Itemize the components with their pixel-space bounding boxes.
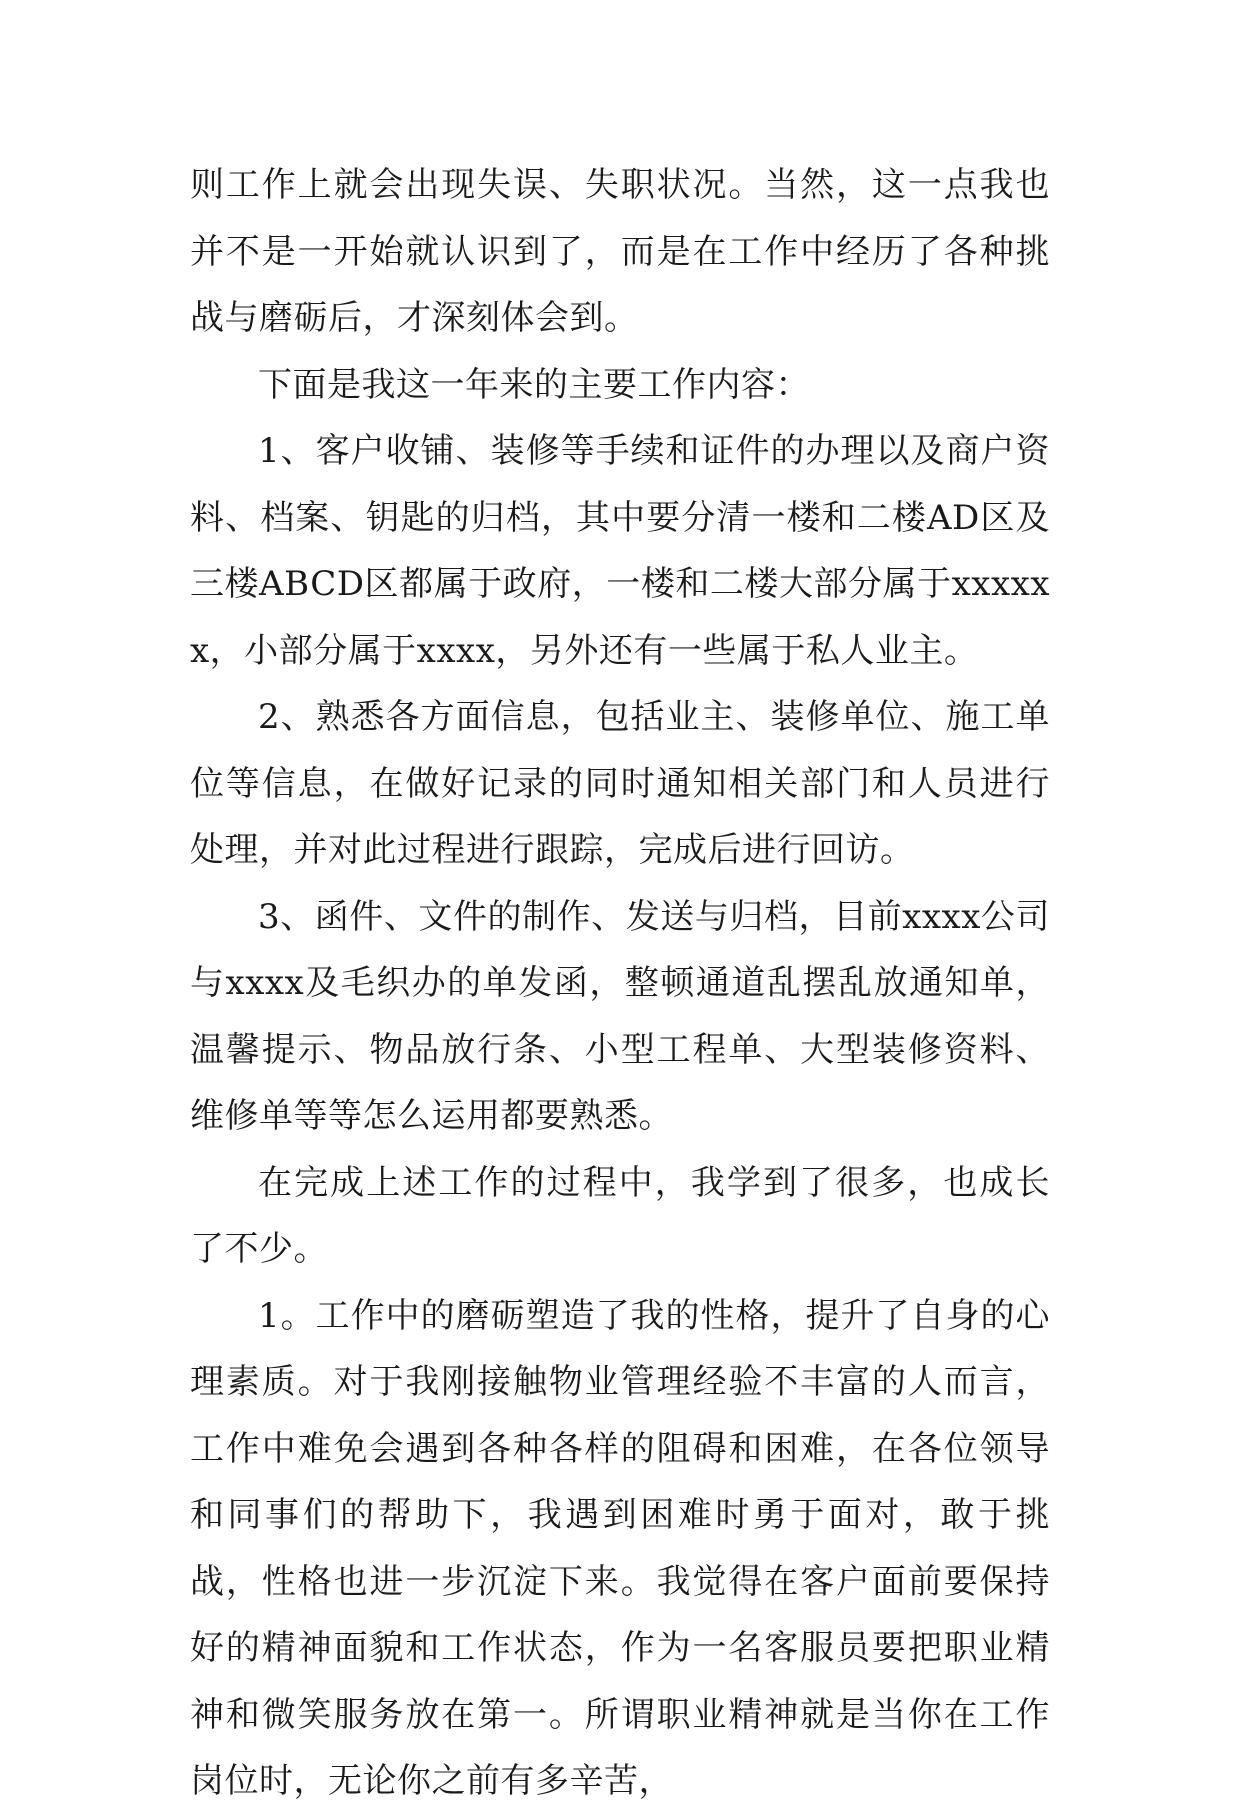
paragraph-item-2: 2、熟悉各方面信息，包括业主、装修单位、施工单位等信息，在做好记录的同时通知相关部门和人员进行处理，并对此过程进行跟踪，完成后进行回访。 xyxy=(190,697,1050,870)
paragraph-item-3: 3、函件、文件的制作、发送与归档，目前xxxx公司与xxxx及毛织办的单发函，整顿通道乱摆乱放通知单，温馨提示、物品放行条、小型工程单、大型装修资料、维修单等等怎么运用都要熟悉。 xyxy=(190,896,1050,1136)
paragraph-intro: 下面是我这一年来的主要工作内容： xyxy=(258,364,810,405)
paragraph-summary: 在完成上述工作的过程中，我学到了很多，也成长了不少。 xyxy=(190,1162,1050,1269)
paragraph-item-1: 1、客户收铺、装修等手续和证件的办理以及商户资料、档案、钥匙的归档，其中要分清一楼和二楼AD区及三楼ABCD区都属于政府，一楼和二楼大部分属于xxxxxx，小部分属于xxxx，另外还有一些属于私人业主。 xyxy=(190,431,1050,671)
paragraph-lesson-1: 1。工作中的磨砺塑造了我的性格，提升了自身的心理素质。对于我刚接触物业管理经验不丰富的人而言，工作中难免会遇到各种各样的阻碍和困难，在各位领导和同事们的帮助下，我遇到困难时勇于面对，敢于挑战，性格也进一步沉淀下来。我觉得在客户面前要保持好的精神面貌和工作状态，作为一名客服员要把职业精神和微笑服务放在第一。所谓职业精神就是当你在工作岗位时，无论你之前有多辛苦， xyxy=(190,1295,1050,1801)
paragraph-continuation: 则工作上就会出现失误、失职状况。当然，这一点我也并不是一开始就认识到了，而是在工作中经历了各种挑战与磨砺后，才深刻体会到。 xyxy=(190,165,1050,338)
document-body xyxy=(190,152,1050,1815)
